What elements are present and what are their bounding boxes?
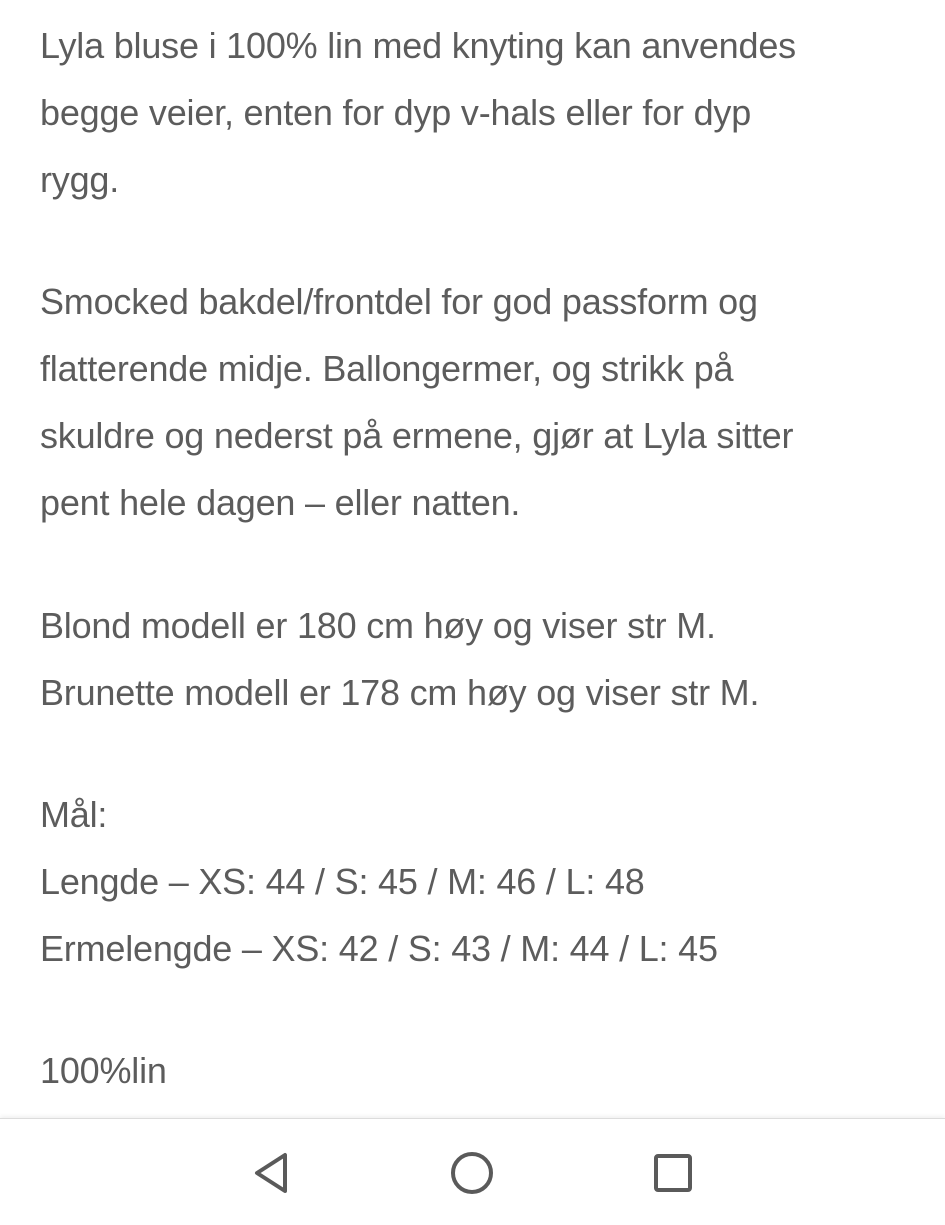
material-text: 100%lin (40, 1050, 167, 1091)
text-line: begge veier, enten for dyp v-hals eller for dyp (40, 92, 752, 133)
text-line: pent hele dagen – eller natten. (40, 482, 521, 523)
system-navigation-bar (0, 1118, 945, 1225)
description-paragraph-material (40, 1037, 920, 1104)
home-circle-icon (448, 1149, 496, 1197)
description-paragraph-measurements (40, 781, 920, 982)
text-line: flatterende midje. Ballongermer, og strikk på (40, 348, 734, 389)
description-paragraph-models (40, 592, 920, 726)
description-paragraph-intro (40, 12, 920, 213)
nav-home-button[interactable] (444, 1145, 500, 1201)
nav-recents-button[interactable] (645, 1145, 701, 1201)
text-line: Blond modell er 180 cm høy og viser str M. (40, 605, 716, 646)
text-line: Brunette modell er 178 cm høy og viser str M. (40, 672, 760, 713)
text-line: rygg. (40, 159, 120, 200)
sleeve-length-measurements: Ermelengde – XS: 42 / S: 43 / M: 44 / L: 45 (40, 928, 718, 969)
text-line: Lyla bluse i 100% lin med knyting kan anvendes (40, 25, 796, 66)
nav-back-button[interactable] (243, 1145, 299, 1201)
description-paragraph-fit (40, 268, 920, 536)
measurements-heading: Mål: (40, 794, 108, 835)
text-line: Smocked bakdel/frontdel for god passform og (40, 281, 758, 322)
back-triangle-icon (249, 1149, 293, 1197)
text-line: skuldre og nederst på ermene, gjør at Lyla sitter (40, 415, 794, 456)
recents-square-icon (649, 1149, 697, 1197)
length-measurements: Lengde – XS: 44 / S: 45 / M: 46 / L: 48 (40, 861, 645, 902)
